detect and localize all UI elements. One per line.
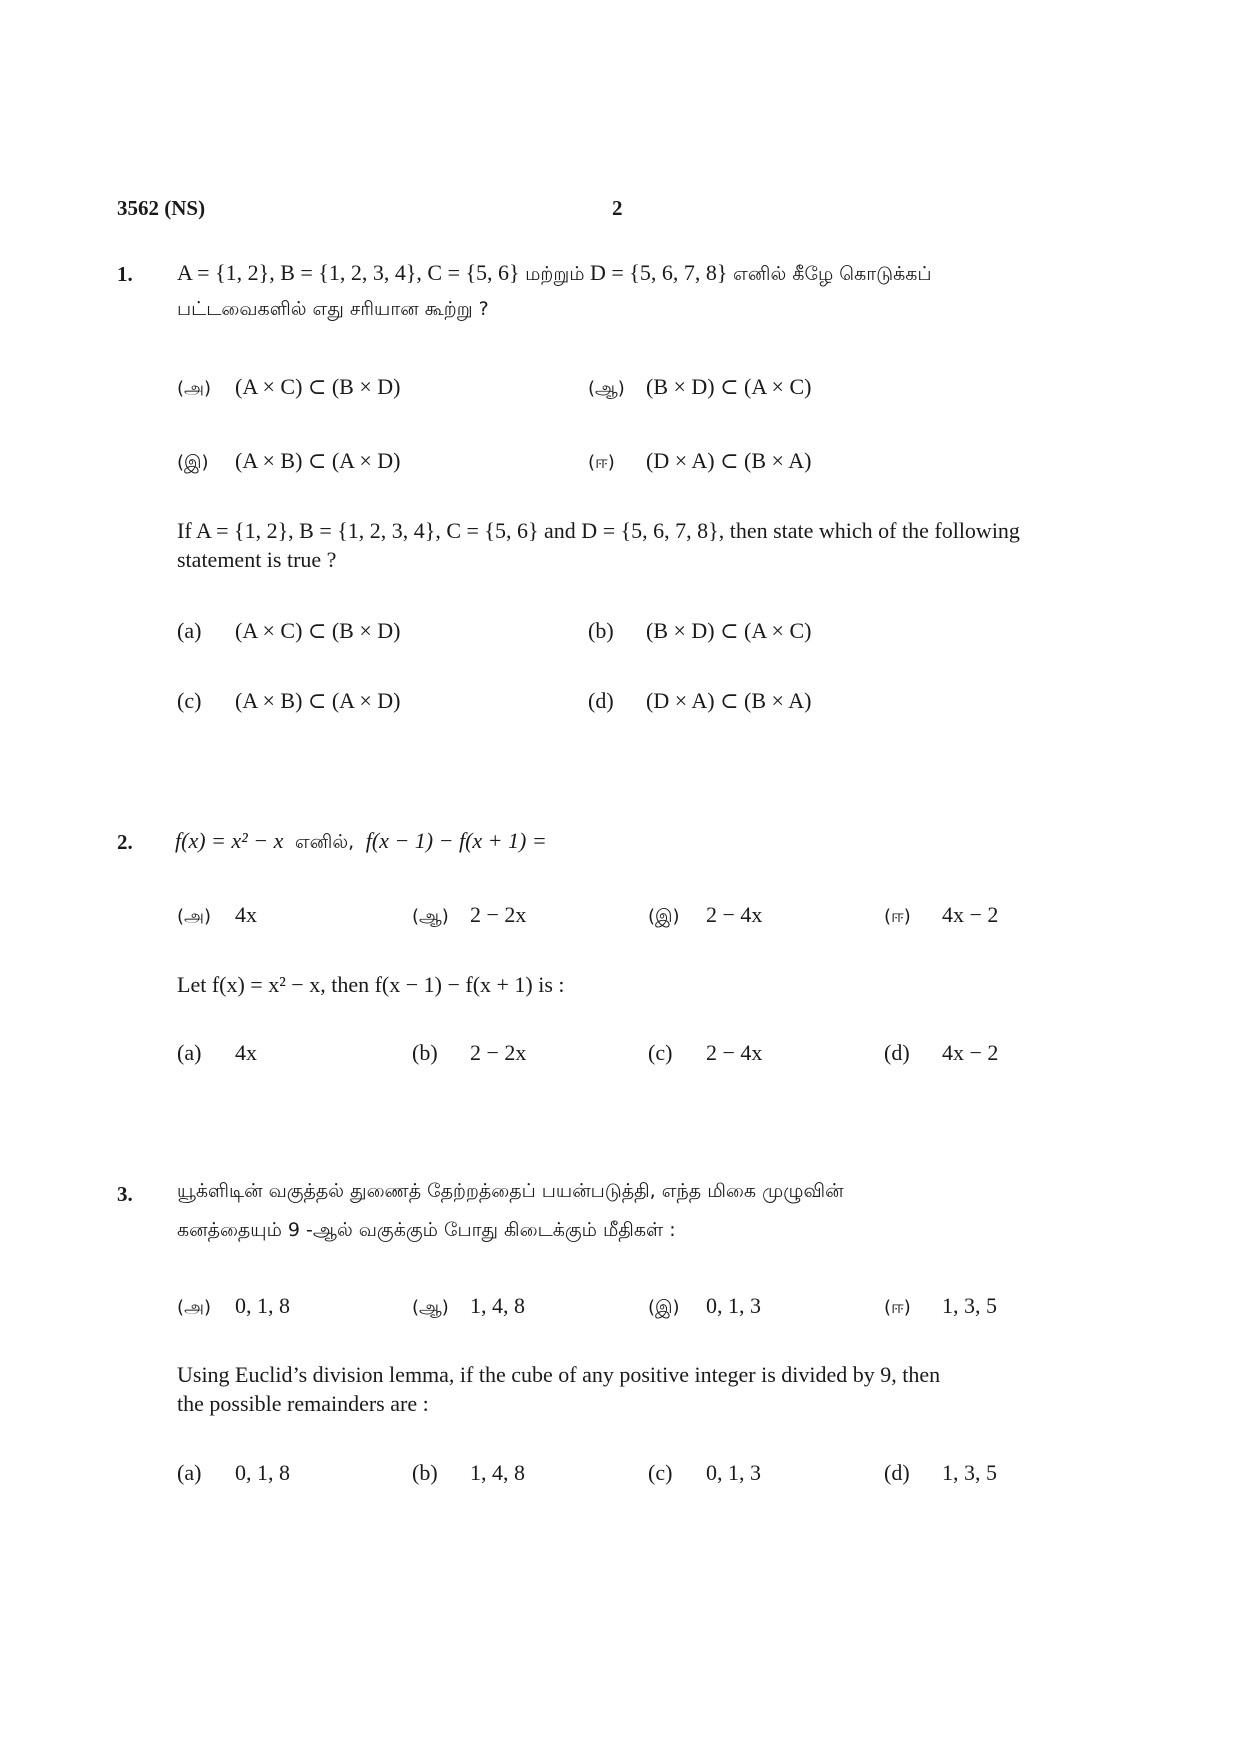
option-label: (ஆ) xyxy=(588,378,625,399)
q2-expression: f(x − 1) − f(x + 1) = xyxy=(365,828,547,853)
question-1-tamil-stem-line1 xyxy=(177,260,932,288)
option-text: (D × A) ⊂ (B × A) xyxy=(646,688,812,713)
option-label: (a) xyxy=(177,618,202,643)
q3-tamil-option-1[interactable] xyxy=(177,1293,290,1320)
q3-english-option-a[interactable] xyxy=(177,1460,290,1486)
option-text: 1, 4, 8 xyxy=(470,1293,525,1318)
option-text: 2 − 2x xyxy=(470,902,527,927)
option-text: 0, 1, 3 xyxy=(706,1293,761,1318)
q1-tamil-option-1[interactable] xyxy=(177,374,400,401)
question-3-english-stem-line1: Using Euclid’s division lemma, if the cube of any positive integer is divided by 9, then xyxy=(177,1362,941,1387)
q3-tamil-option-2[interactable] xyxy=(412,1293,525,1320)
option-label: (d) xyxy=(884,1040,910,1065)
page-number: 2 xyxy=(612,196,623,220)
option-text: 0, 1, 8 xyxy=(235,1293,290,1318)
q1-word-given: எனில் கீழே கொடுக்கப் xyxy=(732,263,932,285)
option-text: 2 − 2x xyxy=(470,1040,527,1065)
q1-sets-abc: A = {1, 2}, B = {1, 2, 3, 4}, C = {5, 6} xyxy=(177,260,520,285)
option-text: 1, 4, 8 xyxy=(470,1460,525,1485)
option-label: (b) xyxy=(412,1040,438,1065)
option-label: (b) xyxy=(412,1460,438,1485)
option-label: (இ) xyxy=(648,906,680,927)
q2-tamil-option-3[interactable] xyxy=(648,902,762,929)
q2-english-option-c[interactable] xyxy=(648,1040,762,1066)
q2-tamil-option-2[interactable] xyxy=(412,902,526,929)
question-3-number: 3. xyxy=(117,1182,133,1206)
q1-english-option-a[interactable] xyxy=(177,618,400,644)
option-label: (அ) xyxy=(177,378,212,399)
option-text: (A × C) ⊂ (B × D) xyxy=(235,374,401,399)
q2-word-if: எனில், xyxy=(294,831,355,853)
question-1-english-stem-line1: If A = {1, 2}, B = {1, 2, 3, 4}, C = {5, 6} and D = {5, 6, 7, 8}, then state which of the following xyxy=(177,518,1020,543)
q2-english-option-b[interactable] xyxy=(412,1040,526,1066)
option-label: (c) xyxy=(177,688,202,713)
option-label: (ஈ) xyxy=(884,1297,911,1318)
option-text: 0, 1, 3 xyxy=(706,1460,761,1485)
question-3-english-stem-line2: the possible remainders are : xyxy=(177,1391,429,1416)
option-text: (B × D) ⊂ (A × C) xyxy=(646,618,812,643)
option-label: (d) xyxy=(588,688,614,713)
option-text: (A × B) ⊂ (A × D) xyxy=(235,688,401,713)
option-label: (இ) xyxy=(648,1297,680,1318)
option-label: (ஆ) xyxy=(412,906,449,927)
option-text: 4x − 2 xyxy=(942,902,999,927)
question-1-english-stem-line2: statement is true ? xyxy=(177,547,337,572)
question-3-tamil-stem-line1: யூக்ளிடின் வகுத்தல் துணைத் தேற்றத்தைப் பயன்படுத்தி, எந்த மிகை முழுவின் xyxy=(177,1180,844,1202)
option-label: (இ) xyxy=(177,452,209,473)
q2-english-option-d[interactable] xyxy=(884,1040,998,1066)
option-text: (D × A) ⊂ (B × A) xyxy=(646,448,812,473)
option-text: (A × B) ⊂ (A × D) xyxy=(235,448,401,473)
option-label: (d) xyxy=(884,1460,910,1485)
question-1-number: 1. xyxy=(117,262,133,286)
option-text: 1, 3, 5 xyxy=(942,1293,997,1318)
q1-tamil-option-4[interactable] xyxy=(588,448,811,475)
option-text: (B × D) ⊂ (A × C) xyxy=(646,374,812,399)
q1-english-option-d[interactable] xyxy=(588,688,811,714)
q1-tamil-option-2[interactable] xyxy=(588,374,811,401)
option-label: (c) xyxy=(648,1460,673,1485)
q1-tamil-option-3[interactable] xyxy=(177,448,400,475)
option-label: (a) xyxy=(177,1040,202,1065)
option-text: 4x xyxy=(235,902,257,927)
option-label: (ஆ) xyxy=(412,1297,449,1318)
q1-english-option-c[interactable] xyxy=(177,688,400,714)
q2-english-option-a[interactable] xyxy=(177,1040,257,1066)
q1-set-d: D = {5, 6, 7, 8} xyxy=(590,260,728,285)
q1-english-option-b[interactable] xyxy=(588,618,811,644)
option-text: 4x xyxy=(235,1040,257,1065)
q2-tamil-option-4[interactable] xyxy=(884,902,998,929)
q3-english-option-d[interactable] xyxy=(884,1460,997,1486)
q2-function-def: f(x) = x² − x xyxy=(175,828,284,853)
option-label: (a) xyxy=(177,1460,202,1485)
paper-code: 3562 (NS) xyxy=(117,196,206,220)
option-text: 4x − 2 xyxy=(942,1040,999,1065)
q3-english-option-b[interactable] xyxy=(412,1460,525,1486)
option-text: 2 − 4x xyxy=(706,902,763,927)
option-label: (அ) xyxy=(177,1297,212,1318)
question-3-tamil-stem-line2: கனத்தையும் 9 -ஆல் வகுக்கும் போது கிடைக்கும் மீதிகள் : xyxy=(177,1219,676,1241)
option-label: (அ) xyxy=(177,906,212,927)
option-text: (A × C) ⊂ (B × D) xyxy=(235,618,401,643)
q2-tamil-option-1[interactable] xyxy=(177,902,257,929)
option-label: (ஈ) xyxy=(588,452,615,473)
option-label: (c) xyxy=(648,1040,673,1065)
option-text: 1, 3, 5 xyxy=(942,1460,997,1485)
option-label: (ஈ) xyxy=(884,906,911,927)
option-text: 2 − 4x xyxy=(706,1040,763,1065)
question-2-number: 2. xyxy=(117,830,133,854)
question-1-tamil-stem-line2: பட்டவைகளில் எது சரியான கூற்று ? xyxy=(177,298,489,320)
question-2-tamil-stem xyxy=(175,828,547,856)
option-label: (b) xyxy=(588,618,614,643)
q3-tamil-option-3[interactable] xyxy=(648,1293,761,1320)
q1-word-and: மற்றும் xyxy=(525,263,585,285)
question-2-english-stem: Let f(x) = x² − x, then f(x − 1) − f(x + 1) is : xyxy=(177,972,565,997)
q3-tamil-option-4[interactable] xyxy=(884,1293,997,1320)
q3-english-option-c[interactable] xyxy=(648,1460,761,1486)
option-text: 0, 1, 8 xyxy=(235,1460,290,1485)
